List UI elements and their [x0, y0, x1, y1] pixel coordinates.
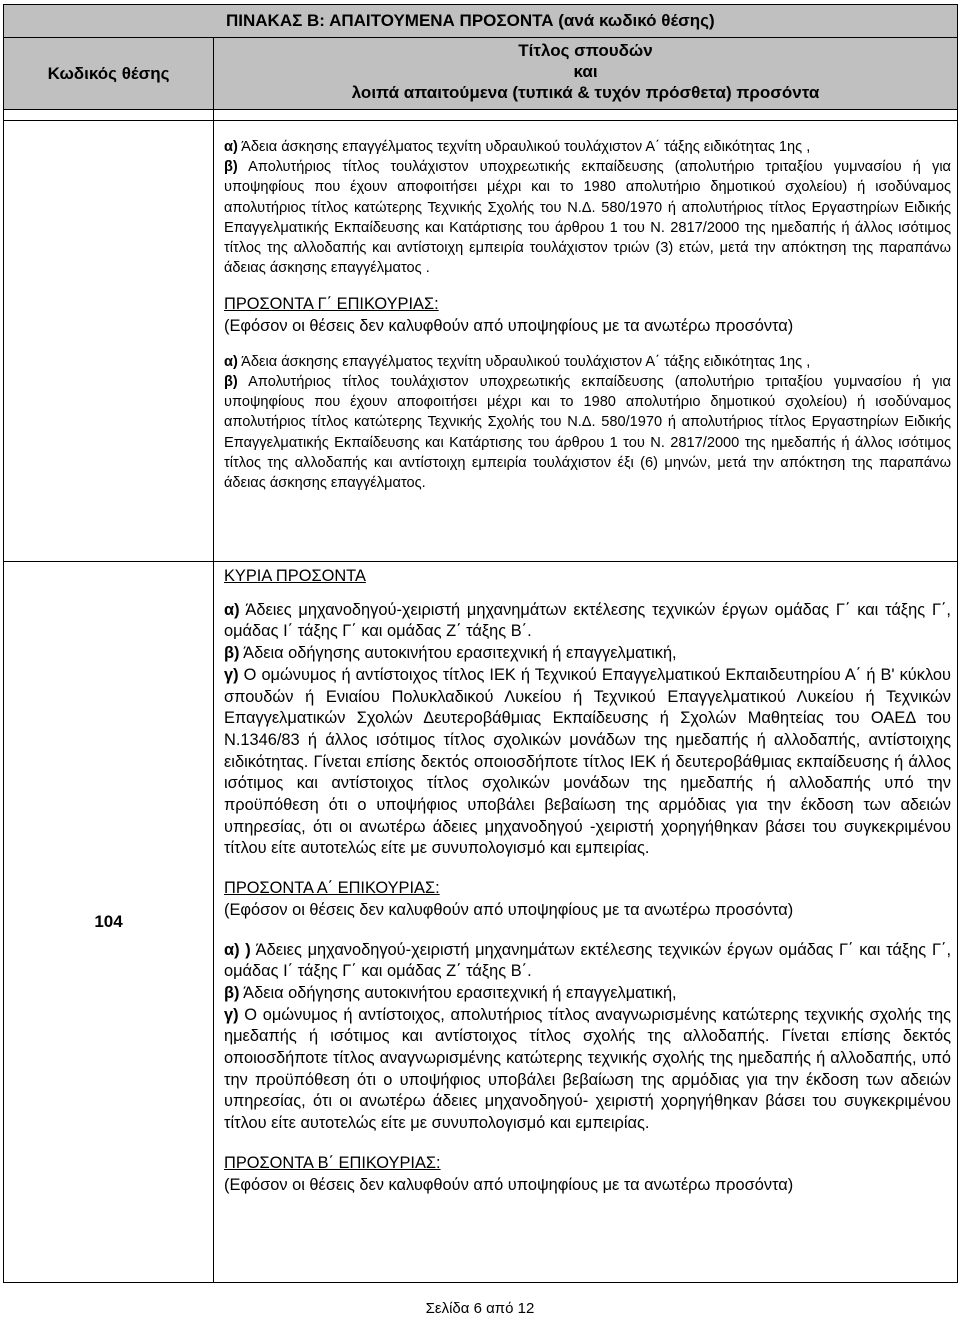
qualification-item-b: β) Απολυτήριος τίτλος τουλάχιστον υποχρεωτικής εκπαίδευσης (απολυτήριο τριταξίου γυμνασίου ή για υποψηφίους που έχουν αποφοιτήσει μέχρι και το 1980 απολυτήριο δημοτικού σχολείου) ή ισοδύναμος απολυτήριος τίτλος κατώτερης Τεχνικής Σχολής του Ν.Δ. 580/1970 ή απολυτήριος τίτλος Εργαστηρίων Ειδικής Επαγγελματικής Εκπαίδευσης και Κατάρτισης του άρθρου 1 του Ν. 2817/2000 της ημεδαπής ή άλλος ισότιμος τίτλος της αλλοδαπής και αντίστοιχη εμπειρία τουλάχιστον έξι (6) μηνών, μετά την απόκτηση της παραπάνω άδειας άσκησης επαγγέλματος.	[224, 374, 951, 492]
qualifications-cell	[214, 121, 958, 562]
qualification-item-a: α) ) Άδειες μηχανοδηγού-χειριστή μηχανημάτων εκτέλεσης τεχνικών έργων ομάδας Γ΄ και τάξης Γ΄, ομάδας Ι΄ τάξης Γ΄ και ομάδας Ζ΄ τάξης Β΄.	[224, 940, 951, 981]
section-note-a: (Εφόσον οι θέσεις δεν καλυφθούν από υποψηφίους με τα ανωτέρω προσόντα)	[224, 900, 794, 919]
table-row	[4, 121, 958, 562]
column-header-code: Κωδικός θέσης	[4, 38, 214, 110]
page-footer: Σελίδα 6 από 12	[425, 1300, 535, 1317]
section-note-b: (Εφόσον οι θέσεις δεν καλυφθούν από υποψηφίους με τα ανωτέρω προσόντα)	[224, 1175, 794, 1194]
table-row	[4, 562, 958, 1283]
qualification-item-a: α) Άδεια άσκησης επαγγέλματος τεχνίτη υδραυλικού τουλάχιστον Α΄ τάξης ειδικότητας 1ης ,	[224, 139, 811, 155]
qualifications-cell	[214, 562, 958, 1283]
qualification-item-a: α) Άδεια άσκησης επαγγέλματος τεχνίτη υδραυλικού τουλάχιστον Α΄ τάξης ειδικότητας 1ης ,	[224, 353, 811, 370]
qualification-item-c: γ) Ο ομώνυμος ή αντίστοιχος τίτλος ΙΕΚ ή Τεχνικού Επαγγελματικού Εκπαιδευτηρίου Α΄ ή Β' κύκλου σπουδών ή Ενιαίου Πολυκλαδικού Λυκείου ή Τεχνικού Επαγγελματικού Λυκείου ή Τεχνικών Επαγγελματικών Σχολών Δευτεροβάθμιας Εκπαίδευσης ή Σχολών Μαθητείας του ΟΑΕΔ του Ν.1346/83 ή άλλος ισότιμος τίτλος σχολικών μονάδων της ημεδαπής ή αλλοδαπής, αντίστοιχης ειδικότητας. Γίνεται επίσης δεκτός οποιοσδήποτε τίτλος ΙΕΚ ή δευτεροβάθμιας εκπαίδευσης ή άλλος ισότιμος και αντίστοιχος τίτλος σχολικών μονάδων της ημεδαπής ή αλλοδαπής υπό την προϋπόθεση ότι ο υποψήφιος υποβάλει βεβαίωση της αρμόδιας για την έκδοση των αδειών υπηρεσίας, ότι οι ανωτέρω άδειες μηχανοδηγού -χειριστή χορηγήθηκαν βάσει του συγκεκριμένου τίτλου είτε αυτοτελώς είτε με συνυπολογισμό και εμπειρίας.	[224, 665, 951, 858]
position-code: 104	[4, 562, 214, 1283]
qualification-item-b: β) Άδεια οδήγησης αυτοκινήτου ερασιτεχνική ή επαγγελματική,	[224, 983, 677, 1002]
code-cell-empty	[4, 121, 214, 562]
section-title-a: ΠΡΟΣΟΝΤΑ Α΄ ΕΠΙΚΟΥΡΙΑΣ:	[224, 879, 440, 898]
qualification-item-a: α) Άδειες μηχανοδηγού-χειριστή μηχανημάτων εκτέλεσης τεχνικών έργων ομάδας Γ΄ και τάξης Γ΄, ομάδας Ι΄ τάξης Γ΄ και ομάδας Ζ΄ τάξης Β΄.	[224, 600, 951, 641]
table-header-columns-row	[4, 38, 958, 110]
section-title-g: ΠΡΟΣΟΝΤΑ Γ΄ ΕΠΙΚΟΥΡΙΑΣ:	[224, 295, 439, 314]
section-title-main: ΚΥΡΙΑ ΠΡΟΣΟΝΤΑ	[224, 567, 366, 585]
table-header-title-row	[4, 5, 958, 38]
column-header-qualifications: Τίτλος σπουδών και λοιπά απαιτούμενα (τυπικά & τυχόν πρόσθετα) προσόντα	[214, 38, 958, 110]
qualification-item-c: γ) Ο ομώνυμος ή αντίστοιχος, απολυτήριος τίτλος αναγνωρισμένης κατώτερης τεχνικής σχολής της ημεδαπής ή ισότιμος και αντίστοιχος τίτλος σχολής της αλλοδαπής. Γίνεται επίσης δεκτός οποιοσδήποτε τίτλος αναγνωρισμένης κατώτερης τεχνικής σχολής της ημεδαπής ή αλλοδαπής, υπό την προϋπόθεση ότι ο υποψήφιος υποβάλει βεβαίωση της αρμόδιας για την έκδοση των αδειών υπηρεσίας, ότι οι ανωτέρω άδειες μηχανοδηγού- χειριστή χορηγήθηκαν βάσει του συγκεκριμένου τίτλου είτε αυτοτελώς είτε με συνυπολογισμό και εμπειρίας.	[224, 1005, 951, 1133]
section-title-b: ΠΡΟΣΟΝΤΑ Β΄ ΕΠΙΚΟΥΡΙΑΣ:	[224, 1153, 441, 1172]
section-note-g: (Εφόσον οι θέσεις δεν καλυφθούν από υποψηφίους με τα ανωτέρω προσόντα)	[224, 317, 794, 336]
qualification-item-b: β) Άδεια οδήγησης αυτοκινήτου ερασιτεχνική ή επαγγελματική,	[224, 644, 677, 663]
table-title: ΠΙΝΑΚΑΣ Β: ΑΠΑΙΤΟΥΜΕΝΑ ΠΡΟΣΟΝΤΑ (ανά κωδικό θέσης)	[4, 5, 958, 38]
header-spacer-row	[4, 110, 958, 121]
qualification-item-b: β) Απολυτήριος τίτλος τουλάχιστον υποχρεωτικής εκπαίδευσης (απολυτήριο τριταξίου γυμνασίου ή για υποψηφίους που έχουν αποφοιτήσει μέχρι και το 1980 απολυτήριο δημοτικού σχολείου) ή ισοδύναμος απολυτήριος τίτλος κατώτερης Τεχνικής Σχολής του Ν.Δ. 580/1970 ή απολυτήριος τίτλος Εργαστηρίων Ειδικής Επαγγελματικής Εκπαίδευσης και Κατάρτισης του άρθρου 1 του Ν. 2817/2000 της ημεδαπής ή άλλος ισότιμος τίτλος της αλλοδαπής και αντίστοιχη εμπειρία τουλάχιστον τριών (3) ετών, μετά την απόκτηση της παραπάνω άδειας άσκησης επαγγέλματος .	[224, 159, 951, 277]
requirements-table	[3, 4, 958, 1283]
